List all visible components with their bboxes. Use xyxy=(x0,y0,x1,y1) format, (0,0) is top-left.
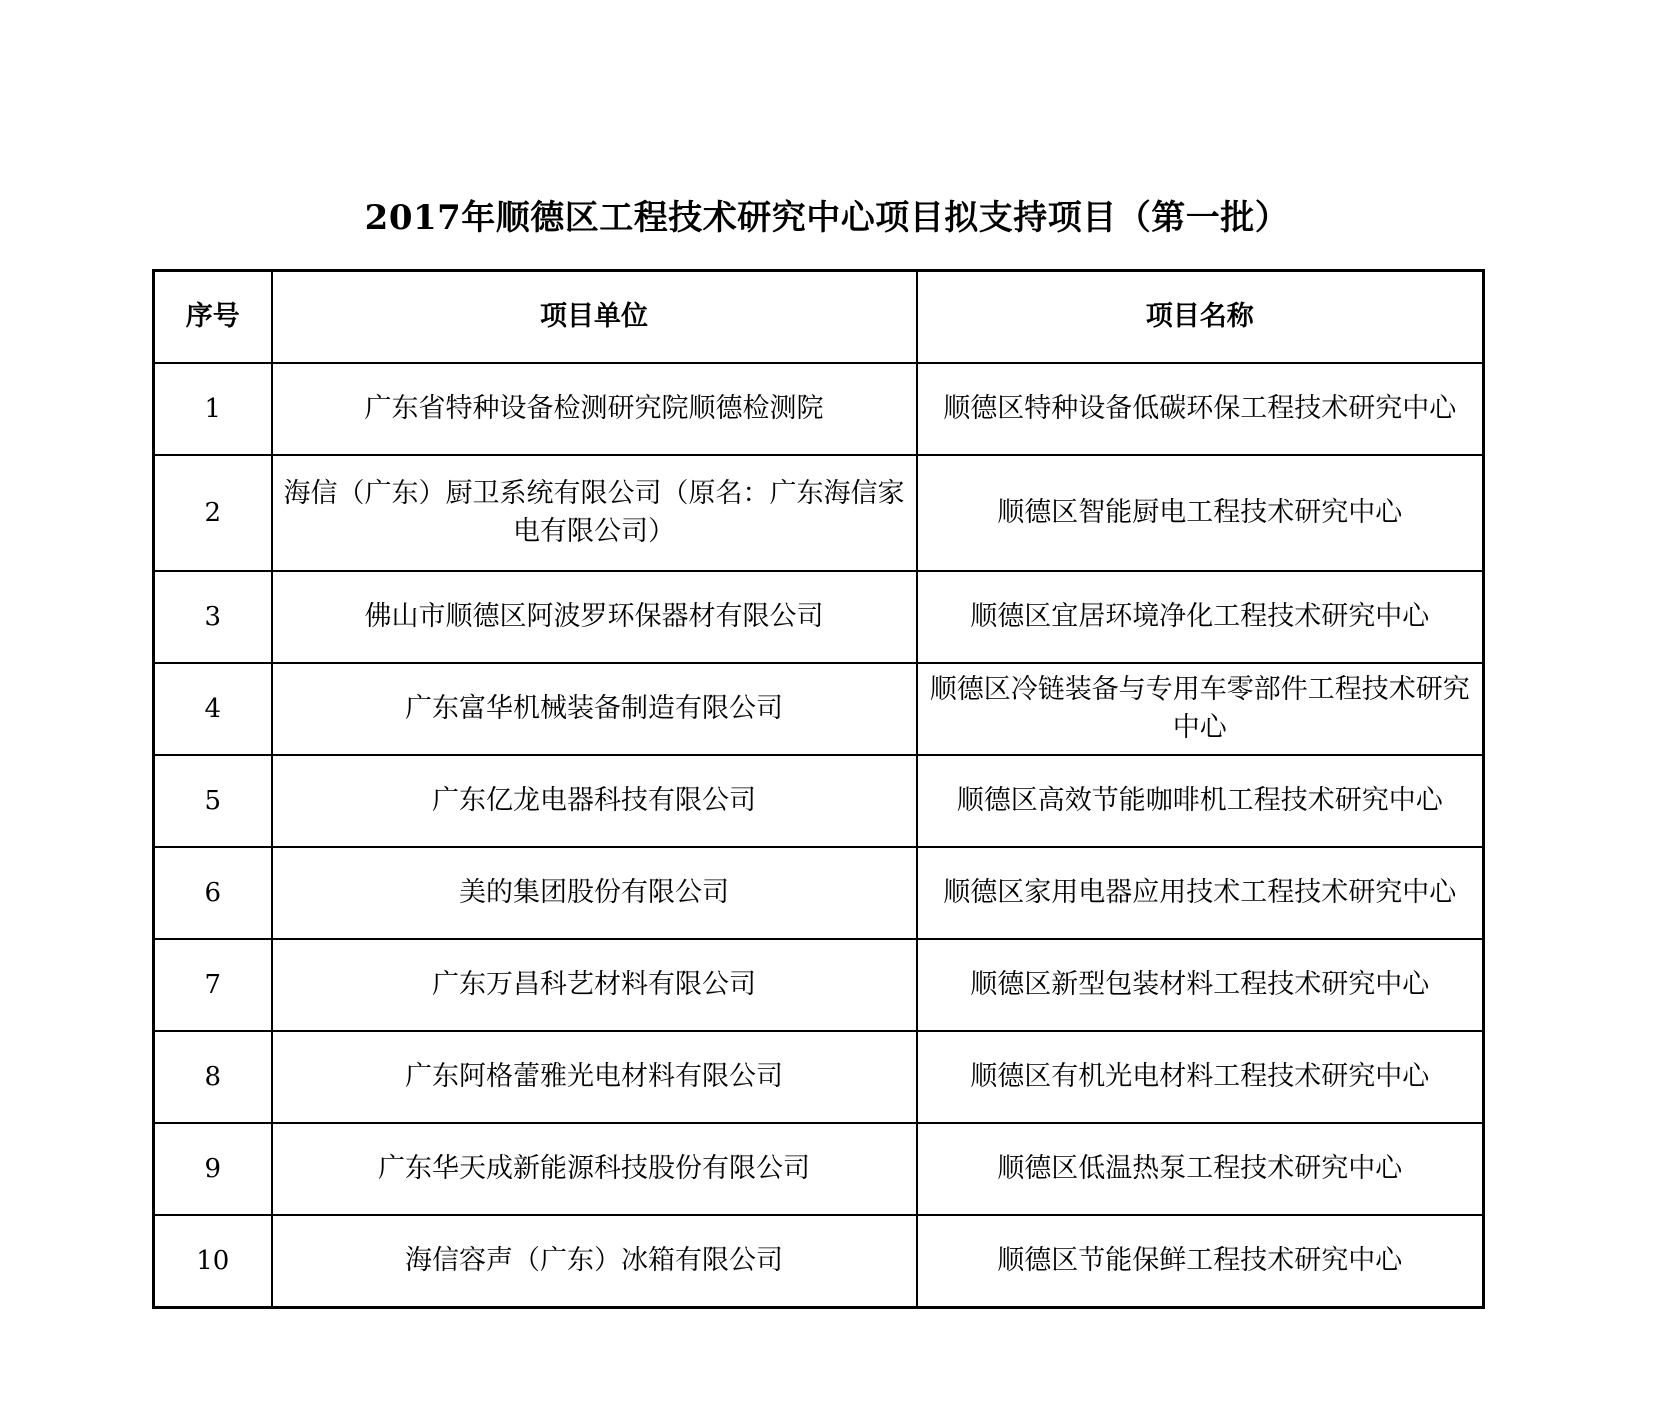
row-name: 顺德区冷链装备与专用车零部件工程技术研究中心 xyxy=(917,663,1484,755)
document-title: 2017年顺德区工程技术研究中心项目拟支持项目（第一批） xyxy=(364,198,1290,238)
table-row xyxy=(154,1215,1484,1308)
row-unit: 广东阿格蕾雅光电材料有限公司 xyxy=(272,1031,917,1123)
row-name: 顺德区新型包装材料工程技术研究中心 xyxy=(917,939,1484,1031)
row-seq: 9 xyxy=(154,1123,272,1215)
row-seq: 8 xyxy=(154,1031,272,1123)
table-row xyxy=(154,663,1484,755)
row-unit: 广东富华机械装备制造有限公司 xyxy=(272,663,917,755)
table-header-row xyxy=(154,271,1484,364)
row-name: 顺德区高效节能咖啡机工程技术研究中心 xyxy=(917,755,1484,847)
table-row xyxy=(154,755,1484,847)
table-row xyxy=(154,363,1484,455)
row-unit: 广东万昌科艺材料有限公司 xyxy=(272,939,917,1031)
table-row xyxy=(154,1031,1484,1123)
row-unit: 广东华天成新能源科技股份有限公司 xyxy=(272,1123,917,1215)
row-name: 顺德区有机光电材料工程技术研究中心 xyxy=(917,1031,1484,1123)
project-table xyxy=(152,269,1485,1309)
row-unit: 海信容声（广东）冰箱有限公司 xyxy=(272,1215,917,1308)
row-unit: 美的集团股份有限公司 xyxy=(272,847,917,939)
row-name: 顺德区特种设备低碳环保工程技术研究中心 xyxy=(917,363,1484,455)
row-seq: 5 xyxy=(154,755,272,847)
table-row xyxy=(154,455,1484,571)
table-row xyxy=(154,1123,1484,1215)
row-seq: 3 xyxy=(154,571,272,663)
row-name: 顺德区节能保鲜工程技术研究中心 xyxy=(917,1215,1484,1308)
row-seq: 2 xyxy=(154,455,272,571)
row-name: 顺德区智能厨电工程技术研究中心 xyxy=(917,455,1484,571)
table-row xyxy=(154,571,1484,663)
row-unit: 广东省特种设备检测研究院顺德检测院 xyxy=(272,363,917,455)
row-seq: 6 xyxy=(154,847,272,939)
row-seq: 1 xyxy=(154,363,272,455)
table-row xyxy=(154,847,1484,939)
header-unit: 项目单位 xyxy=(272,271,917,364)
row-name: 顺德区宜居环境净化工程技术研究中心 xyxy=(917,571,1484,663)
header-seq: 序号 xyxy=(154,271,272,364)
row-unit: 佛山市顺德区阿波罗环保器材有限公司 xyxy=(272,571,917,663)
table-row xyxy=(154,939,1484,1031)
row-unit: 广东亿龙电器科技有限公司 xyxy=(272,755,917,847)
row-seq: 7 xyxy=(154,939,272,1031)
row-name: 顺德区低温热泵工程技术研究中心 xyxy=(917,1123,1484,1215)
row-name: 顺德区家用电器应用技术工程技术研究中心 xyxy=(917,847,1484,939)
row-seq: 4 xyxy=(154,663,272,755)
row-seq: 10 xyxy=(154,1215,272,1308)
header-name: 项目名称 xyxy=(917,271,1484,364)
row-unit: 海信（广东）厨卫系统有限公司（原名：广东海信家电有限公司） xyxy=(272,455,917,571)
